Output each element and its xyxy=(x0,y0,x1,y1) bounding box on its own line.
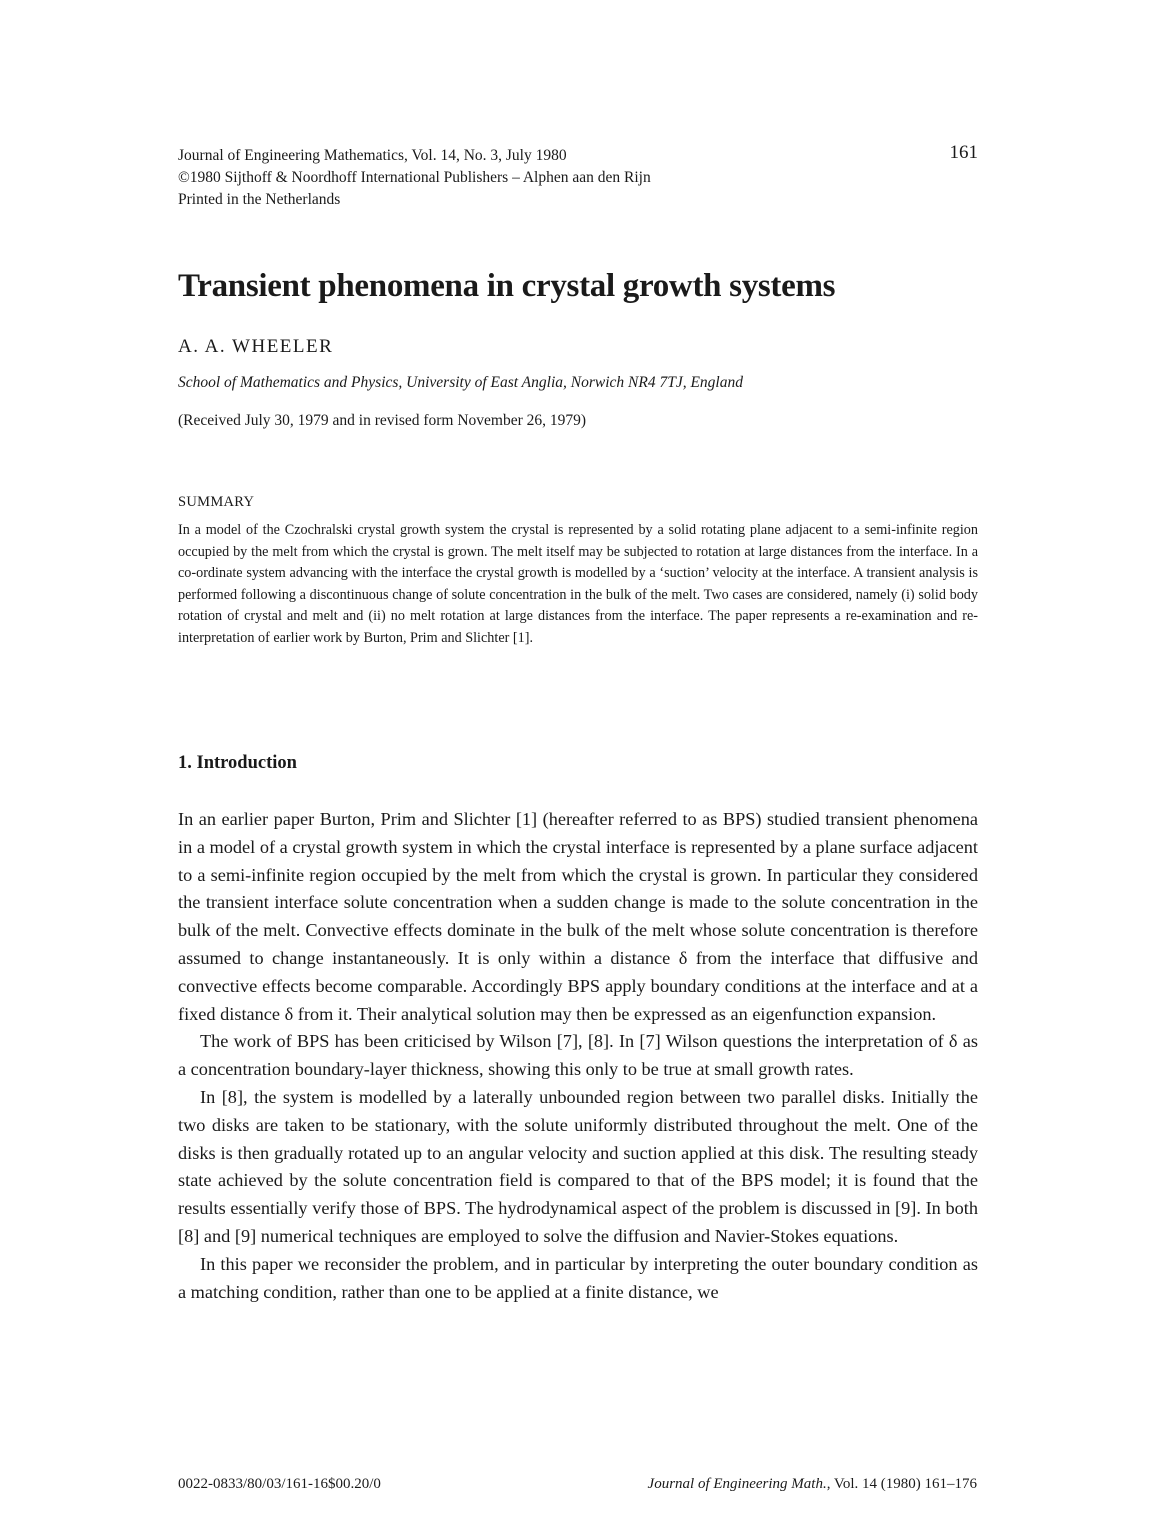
introduction-body xyxy=(178,806,978,1306)
copyright-line: ©1980 Sijthoff & Noordhoff International Publishers – Alphen aan den Rijn xyxy=(178,169,651,186)
summary-text: In a model of the Czochralski crystal growth system the crystal is represented by a solid rotating plane adjacent to a semi-infinite region occupied by the melt from which the crystal is grown. The melt itself may be subjected to rotation at large distances from the interface. In a co-ordinate system advancing with the interface the crystal growth is modelled by a ‘suction’ velocity at the interface. A transient analysis is performed following a discontinuous change of solute concentration in the bulk of the melt. Two cases are considered, namely (i) solid body rotation of crystal and melt and (ii) no melt rotation at large distances from the interface. The paper represents a re-examination and re-interpretation of earlier work by Burton, Prim and Slichter [1]. xyxy=(178,522,978,646)
page-number: 161 xyxy=(949,142,978,163)
paragraph: In this paper we reconsider the problem, and in particular by interpreting the outer boundary condition as a matching condition, rather than one to be applied at a finite distance, we xyxy=(178,1253,978,1302)
summary-heading: SUMMARY xyxy=(178,494,255,510)
paragraph: In an earlier paper Burton, Prim and Slichter [1] (hereafter referred to as BPS) studied transient phenomena in a model of a crystal growth system in which the crystal interface is represented by a plane surface adjacent to a semi-infinite region occupied by the melt from which the crystal is grown. In particular they considered the transient interface solute concentration when a sudden change is made to the solute concentration in the bulk of the melt. Convective effects dominate in the bulk of the melt whose solute concentration is therefore assumed to change instantaneously. It is only within a distance δ from the interface that diffusive and convective effects become comparable. Accordingly BPS apply boundary conditions at the interface and at a fixed distance δ from it. Their analytical solution may then be expressed as an eigenfunction expansion. xyxy=(178,809,978,1024)
author-name: A. A. WHEELER xyxy=(178,336,334,357)
paper-title: Transient phenomena in crystal growth systems xyxy=(178,268,836,304)
paragraph: The work of BPS has been criticised by Wilson [7], [8]. In [7] Wilson questions the interpretation of δ as a concentration boundary-layer thickness, showing this only to be true at small growth rates. xyxy=(178,1031,978,1080)
journal-citation: Journal of Engineering Mathematics, Vol. 14, No. 3, July 1980 xyxy=(178,147,567,164)
footer-volume: , Vol. 14 (1980) 161–176 xyxy=(826,1476,977,1492)
received-dates: (Received July 30, 1979 and in revised form November 26, 1979) xyxy=(178,412,587,429)
footer-code: 0022-0833/80/03/161-16$00.20/0 xyxy=(178,1476,381,1492)
journal-header xyxy=(178,145,978,211)
footer-citation xyxy=(648,1476,977,1493)
paragraph: In [8], the system is modelled by a laterally unbounded region between two parallel disks. Initially the two disks are taken to be stationary, with the solute uniformly distributed throughout the melt. One of the disks is then gradually rotated up to an angular velocity and suction applied at this disk. The resulting steady state achieved by the solute concentration field is compared to that of the BPS model; it is found that the results essentially verify those of BPS. The hydrodynamical aspect of the problem is discussed in [9]. In both [8] and [9] numerical techniques are employed to solve the diffusion and Navier-Stokes equations. xyxy=(178,1086,978,1246)
footer-journal-name: Journal of Engineering Math. xyxy=(647,1476,827,1492)
printed-line: Printed in the Netherlands xyxy=(178,191,341,208)
author-affiliation: School of Mathematics and Physics, University of East Anglia, Norwich NR4 7TJ, England xyxy=(178,374,743,391)
section-heading-introduction: 1. Introduction xyxy=(178,753,297,773)
